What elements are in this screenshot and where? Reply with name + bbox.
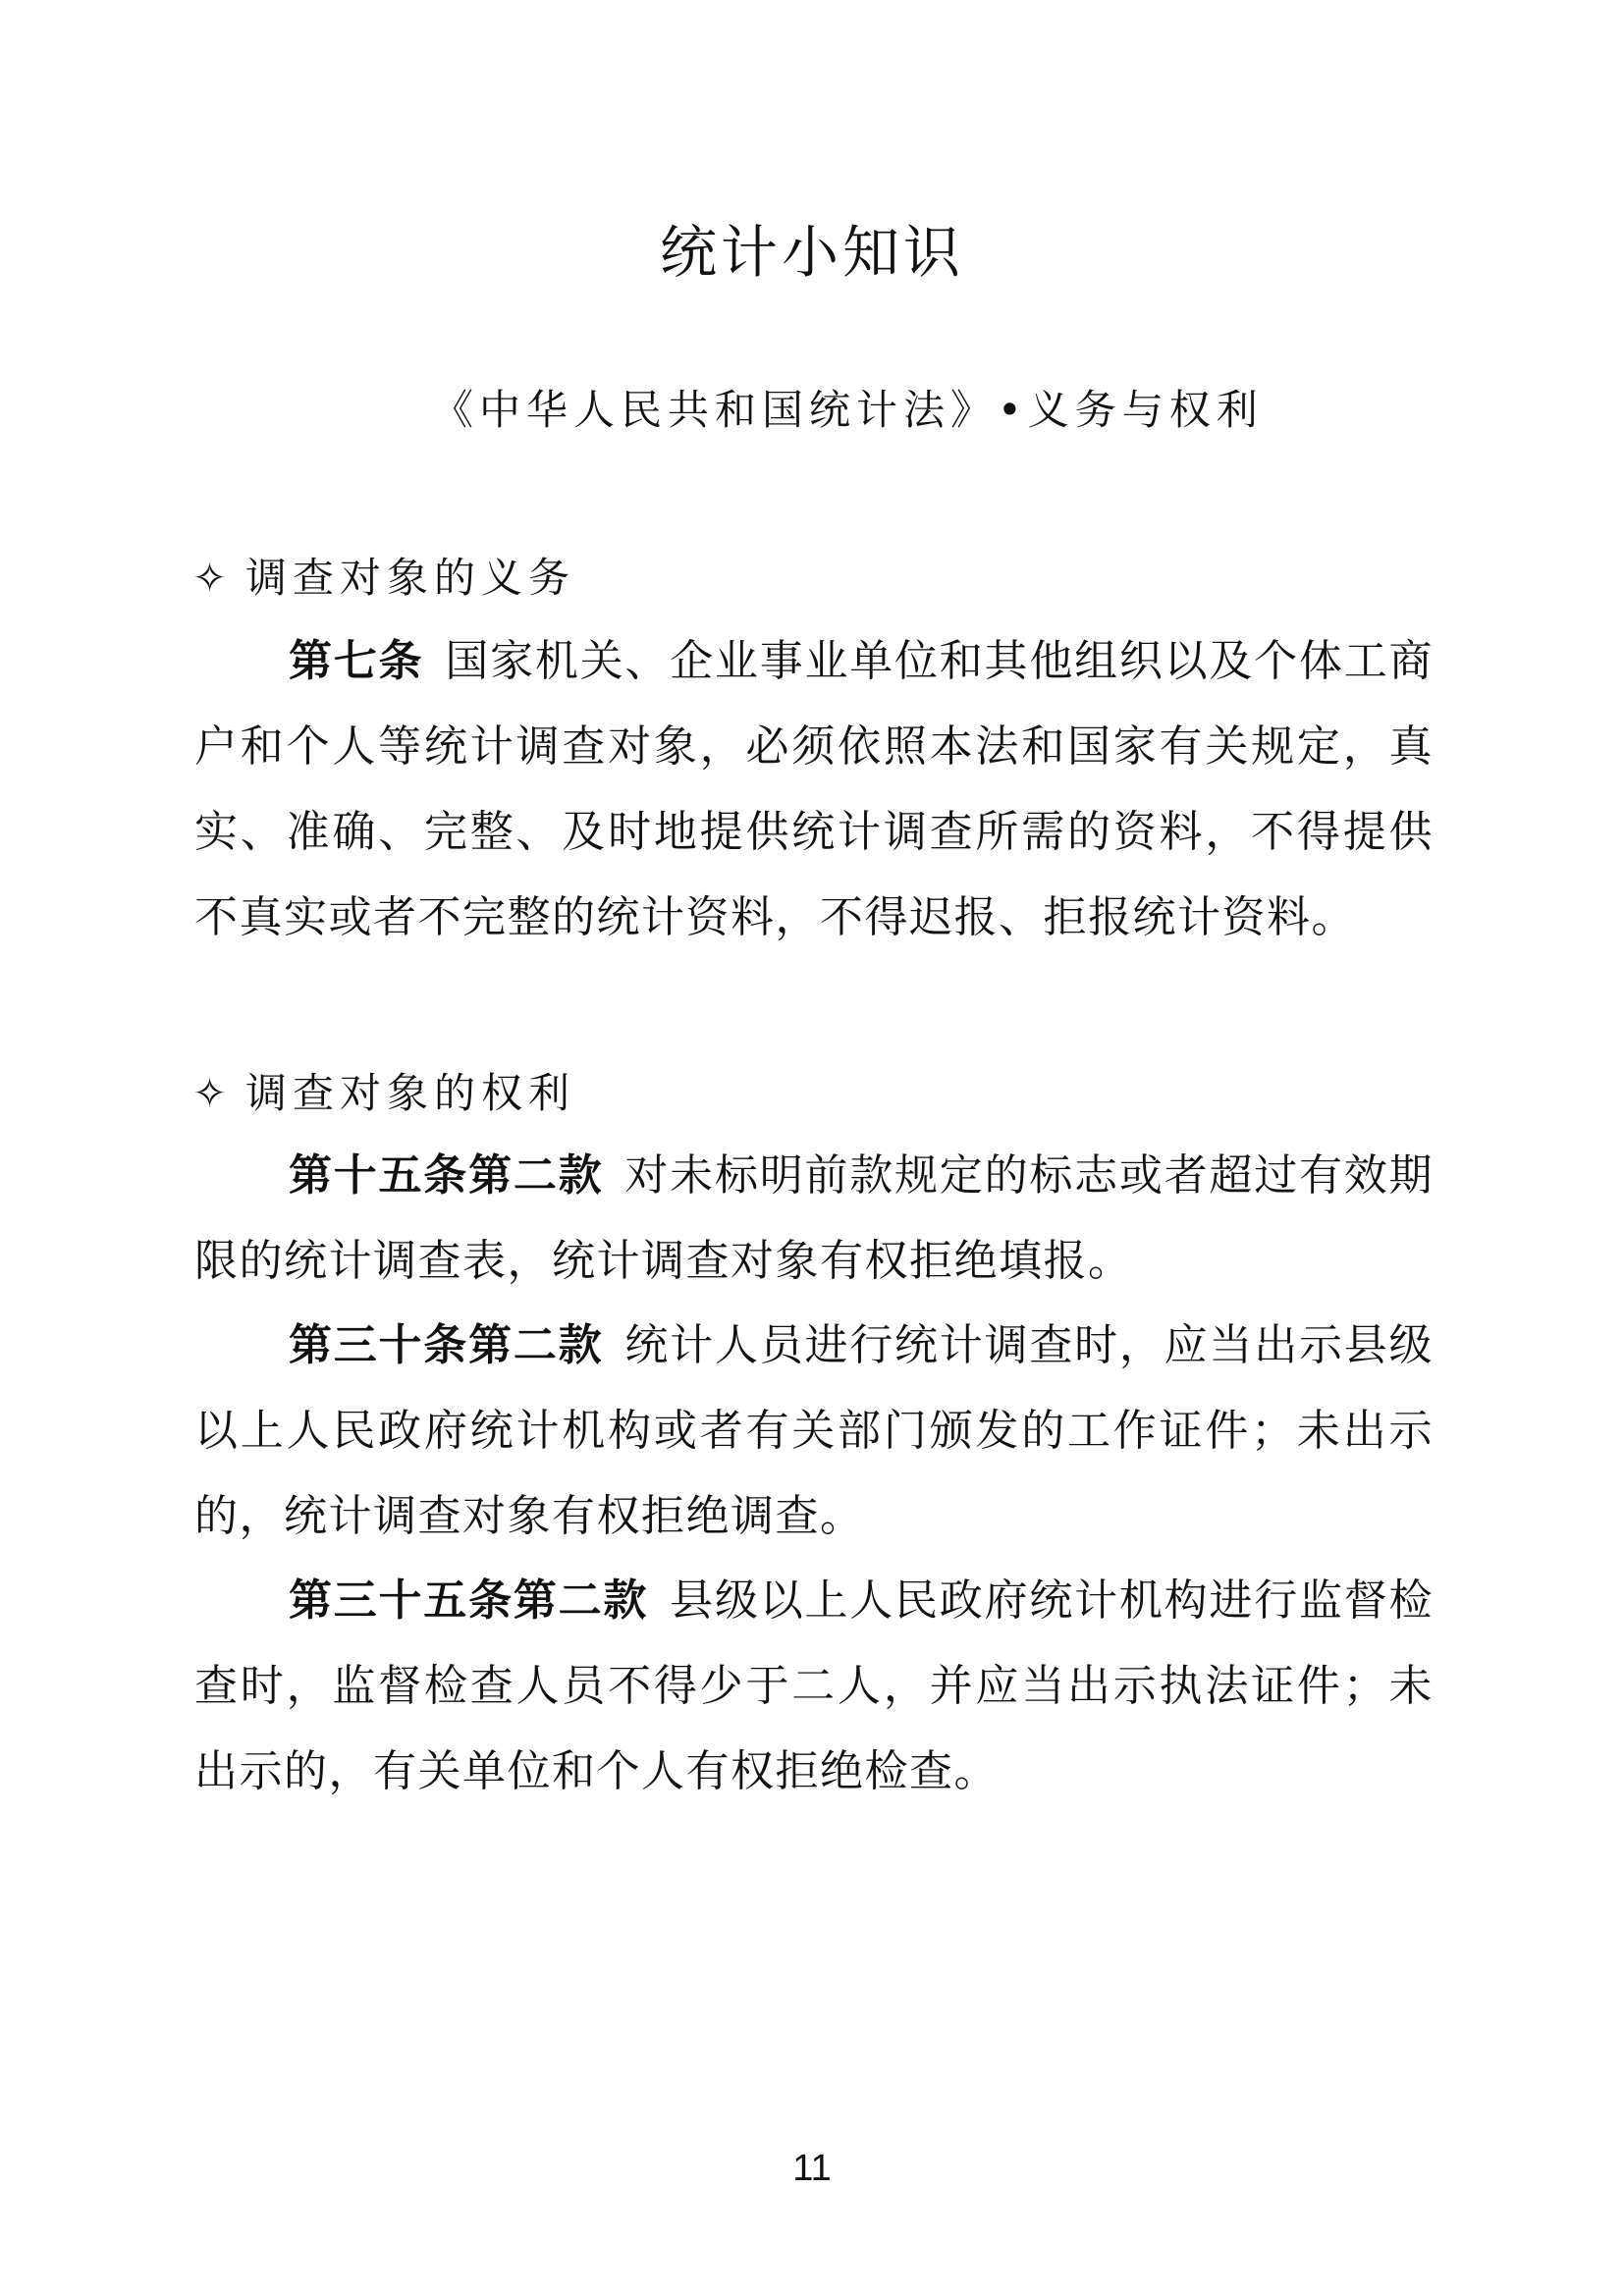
article-number: 第七条 <box>289 636 424 686</box>
article-text: 国家机关、企业事业单位和其他组织以及个体工商户和个人等统计调查对象，必须依照本法和国家有关规定，真实、准确、完整、及时地提供统计调查所需的资料，不得提供不真实或者不完整的统计资料，不得迟报、拒报统计资料。 <box>194 636 1434 942</box>
section-heading-text: 调查对象的义务 <box>245 554 576 602</box>
page-title: 统计小知识 <box>659 219 964 286</box>
page-number: 11 <box>792 2148 832 2189</box>
section-heading-rights <box>192 1061 575 1120</box>
article-text: 统计人员进行统计调查时，应当出示县级以上人民政府统计机构或者有关部门颁发的工作证件；未出示的，统计调查对象有权拒绝调查。 <box>194 1320 1435 1541</box>
article-text: 对未标明前款规定的标志或者超过有效期限的统计调查表，统计调查对象有权拒绝填报。 <box>194 1150 1435 1286</box>
section-heading-text: 调查对象的权利 <box>245 1069 576 1117</box>
article-paragraph <box>194 618 1434 960</box>
section-heading-obligations <box>192 546 575 605</box>
article-number: 第三十五条第二款 <box>289 1575 649 1626</box>
diamond-icon: ✧ <box>192 1069 234 1117</box>
page-subtitle: 《中华人民共和国统计法》•义务与权利 <box>432 386 1264 434</box>
diamond-icon: ✧ <box>192 554 234 602</box>
article-paragraph <box>194 1133 1434 1304</box>
article-paragraph <box>194 1558 1434 1814</box>
article-number: 第三十条第二款 <box>289 1320 604 1370</box>
article-number: 第十五条第二款 <box>289 1150 604 1201</box>
article-text: 县级以上人民政府统计机构进行监督检查时，监督检查人员不得少于二人，并应当出示执法证件；未出示的，有关单位和个人有权拒绝检查。 <box>194 1575 1435 1796</box>
article-paragraph <box>194 1303 1434 1559</box>
